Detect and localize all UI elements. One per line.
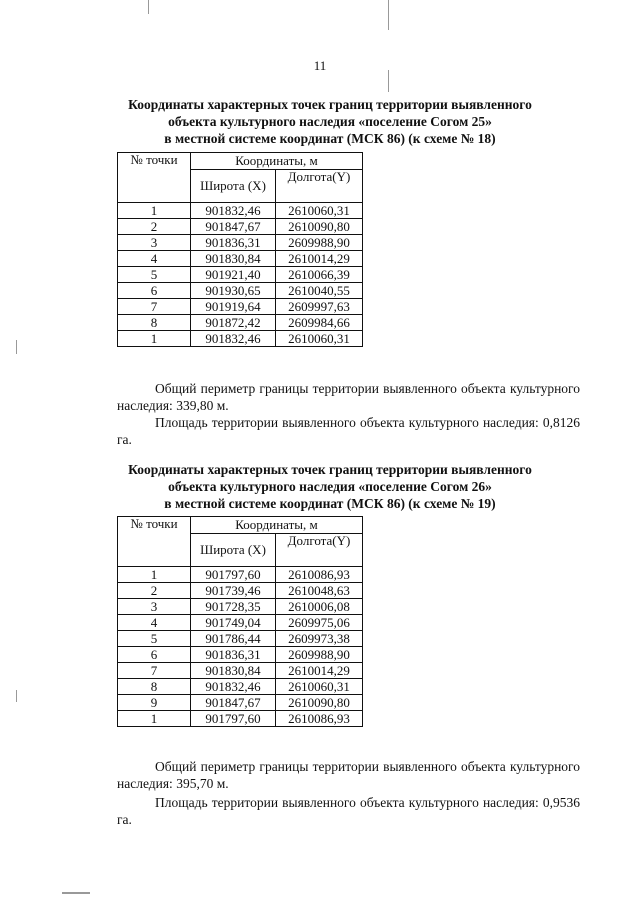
latitude-cell: 901830,84 (191, 251, 276, 267)
table-row (118, 647, 363, 663)
latitude-cell: 901830,84 (191, 663, 276, 679)
title-line: Координаты характерных точек границ территории выявленного (128, 97, 532, 112)
title-line: в местной системе координат (МСК 86) (к схеме № 19) (164, 496, 496, 511)
latitude-cell: 901739,46 (191, 583, 276, 599)
longitude-cell: 2610048,63 (276, 583, 363, 599)
header-latitude: Широта (X) (191, 170, 276, 203)
latitude-cell: 901872,42 (191, 315, 276, 331)
coordinates-table-1 (117, 152, 363, 347)
longitude-cell: 2610014,29 (276, 663, 363, 679)
point-number-cell: 1 (118, 203, 191, 219)
table-row (118, 315, 363, 331)
latitude-cell: 901921,40 (191, 267, 276, 283)
coordinates-table-2 (117, 516, 363, 727)
scan-artifact (16, 690, 17, 702)
latitude-cell: 901728,35 (191, 599, 276, 615)
table-row (118, 631, 363, 647)
table-row (118, 267, 363, 283)
point-number-cell: 5 (118, 631, 191, 647)
header-point-number: № точки (118, 517, 191, 567)
longitude-cell: 2610086,93 (276, 711, 363, 727)
table-row (118, 331, 363, 347)
latitude-cell: 901836,31 (191, 647, 276, 663)
title-line: объекта культурного наследия «поселение Согом 26» (168, 479, 492, 494)
longitude-cell: 2609975,06 (276, 615, 363, 631)
longitude-cell: 2609973,38 (276, 631, 363, 647)
longitude-cell: 2609997,63 (276, 299, 363, 315)
latitude-cell: 901832,46 (191, 679, 276, 695)
table-row (118, 599, 363, 615)
latitude-cell: 901786,44 (191, 631, 276, 647)
table-row (118, 695, 363, 711)
point-number-cell: 3 (118, 235, 191, 251)
latitude-cell: 901930,65 (191, 283, 276, 299)
scan-artifact (16, 340, 17, 354)
point-number-cell: 1 (118, 331, 191, 347)
perimeter-text-1: Общий периметр границы территории выявленного объекта культурного наследия: 339,80 м. (117, 381, 580, 413)
scan-artifact (148, 0, 149, 14)
table-row (118, 679, 363, 695)
latitude-cell: 901847,67 (191, 219, 276, 235)
scan-artifact (388, 0, 389, 30)
latitude-cell: 901836,31 (191, 235, 276, 251)
longitude-cell: 2610090,80 (276, 219, 363, 235)
longitude-cell: 2610060,31 (276, 331, 363, 347)
section-2-title (80, 461, 580, 512)
table-row (118, 583, 363, 599)
point-number-cell: 6 (118, 647, 191, 663)
longitude-cell: 2610006,08 (276, 599, 363, 615)
latitude-cell: 901797,60 (191, 567, 276, 583)
table-row (118, 219, 363, 235)
latitude-cell: 901919,64 (191, 299, 276, 315)
point-number-cell: 3 (118, 599, 191, 615)
latitude-cell: 901832,46 (191, 331, 276, 347)
header-coordinates: Координаты, м (191, 153, 363, 170)
table-row (118, 615, 363, 631)
scan-artifact (62, 892, 90, 894)
longitude-cell: 2610066,39 (276, 267, 363, 283)
table-row (118, 299, 363, 315)
point-number-cell: 8 (118, 315, 191, 331)
header-latitude: Широта (X) (191, 534, 276, 567)
page-number: 11 (313, 58, 327, 73)
point-number-cell: 5 (118, 267, 191, 283)
title-line: объекта культурного наследия «поселение Согом 25» (168, 114, 492, 129)
point-number-cell: 4 (118, 615, 191, 631)
point-number-cell: 1 (118, 711, 191, 727)
latitude-cell: 901832,46 (191, 203, 276, 219)
longitude-cell: 2610060,31 (276, 679, 363, 695)
longitude-cell: 2610060,31 (276, 203, 363, 219)
perimeter-text-2: Общий периметр границы территории выявленного объекта культурного наследия: 395,70 м. (117, 759, 580, 791)
longitude-cell: 2610090,80 (276, 695, 363, 711)
section-1-title (80, 96, 580, 147)
longitude-cell: 2609988,90 (276, 647, 363, 663)
header-coordinates: Координаты, м (191, 517, 363, 534)
header-longitude: Долгота(Y) (276, 170, 363, 203)
point-number-cell: 4 (118, 251, 191, 267)
table-row (118, 203, 363, 219)
longitude-cell: 2609984,66 (276, 315, 363, 331)
point-number-cell: 2 (118, 219, 191, 235)
area-text-2: Площадь территории выявленного объекта культурного наследия: 0,9536 га. (117, 795, 580, 827)
area-text-1: Площадь территории выявленного объекта культурного наследия: 0,8126 га. (117, 415, 580, 447)
point-number-cell: 6 (118, 283, 191, 299)
point-number-cell: 9 (118, 695, 191, 711)
latitude-cell: 901749,04 (191, 615, 276, 631)
latitude-cell: 901847,67 (191, 695, 276, 711)
table-row (118, 567, 363, 583)
longitude-cell: 2610086,93 (276, 567, 363, 583)
header-point-number: № точки (118, 153, 191, 203)
table-row (118, 235, 363, 251)
longitude-cell: 2609988,90 (276, 235, 363, 251)
point-number-cell: 8 (118, 679, 191, 695)
title-line: в местной системе координат (МСК 86) (к схеме № 18) (164, 131, 496, 146)
longitude-cell: 2610014,29 (276, 251, 363, 267)
longitude-cell: 2610040,55 (276, 283, 363, 299)
header-longitude: Долгота(Y) (276, 534, 363, 567)
point-number-cell: 7 (118, 299, 191, 315)
table-row (118, 663, 363, 679)
table-row (118, 283, 363, 299)
table-row (118, 251, 363, 267)
title-line: Координаты характерных точек границ территории выявленного (128, 462, 532, 477)
point-number-cell: 2 (118, 583, 191, 599)
latitude-cell: 901797,60 (191, 711, 276, 727)
point-number-cell: 1 (118, 567, 191, 583)
point-number-cell: 7 (118, 663, 191, 679)
table-row (118, 711, 363, 727)
